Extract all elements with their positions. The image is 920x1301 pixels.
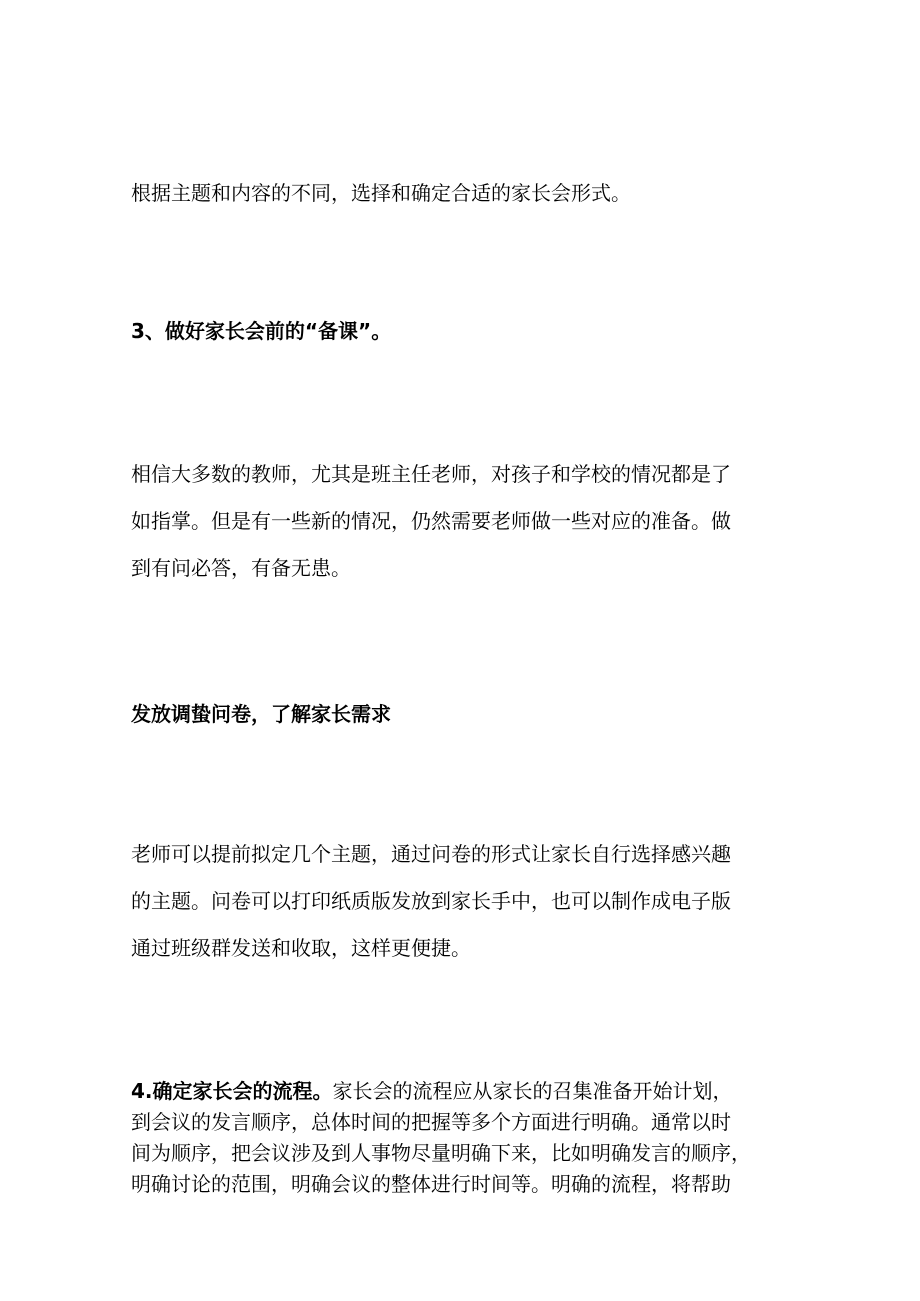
flow-paragraph-line: 明确讨论的范围，明确会议的整体进行时间等。明确的流程，将帮助 [131,1172,731,1196]
flow-paragraph-line: 家长会的流程应从家长的召集准备开始计划， [332,1079,733,1103]
survey-paragraph-line: 通过班级群发送和收取，这样更便捷。 [131,936,471,960]
intro-paragraph [131,170,801,217]
survey-paragraph-line: 老师可以提前拟定几个主题，通过问卷的形式让家长自行选择感兴趣 [131,842,731,866]
prepare-paragraph-line: 如指掌。但是有一些新的情况，仍然需要老师做一些对应的准备。做 [131,509,731,533]
survey-paragraph [131,831,801,972]
prepare-paragraph-line: 到有问必答，有备无患。 [131,556,351,580]
section-3-heading [131,316,801,346]
flow-lead-bold: 4.确定家长会的流程。 [131,1079,333,1103]
flow-paragraph-line: 到会议的发言顺序，总体时间的把握等多个方面进行明确。通常以时 [131,1110,731,1134]
prepare-paragraph-line: 相信大多数的教师，尤其是班主任老师，对孩子和学校的情况都是了 [131,462,731,486]
prepare-paragraph [131,451,801,592]
intro-paragraph-text: 根据主题和内容的不同，选择和确定合适的家长会形式。 [131,181,631,205]
survey-heading-text: 发放调蛰问卷，了解家长需求 [131,702,391,726]
flow-paragraph [131,1076,801,1200]
section-3-heading-text: 3、做好家长会前的“备课”。 [131,319,392,343]
survey-heading [131,699,801,729]
flow-paragraph-line: 间为顺序，把会议涉及到人事物尽量明确下来，比如明确发言的顺序， [131,1141,751,1165]
survey-paragraph-line: 的主题。问卷可以打印纸质版发放到家长手中，也可以制作成电子版 [131,889,731,913]
